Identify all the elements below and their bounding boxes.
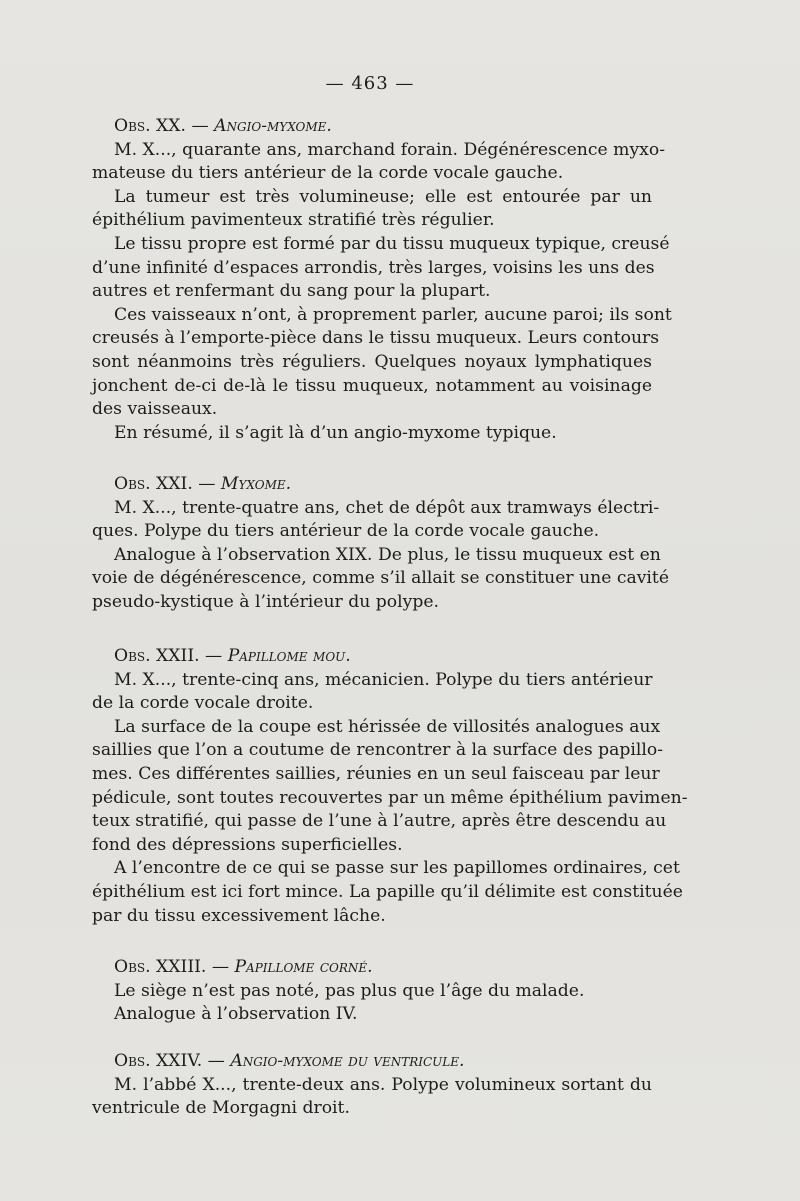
text-line: saillies que l’on a coutume de rencontrer à la surface des papillo- [92,740,664,761]
observation-xxi [92,473,669,615]
text-line: M. X..., quarante ans, marchand forain. Dégénérescence myxo- [114,139,665,160]
observation-title: Angio-myxome du ventricule. [230,1051,465,1071]
observation-heading [92,1050,652,1074]
observation-xxiv [92,1050,652,1121]
text-line: M. X..., trente-quatre ans, chet de dépôt aux tramways électri- [114,497,660,518]
text-line: En résumé, il s’agit là d’un angio-myxome typique. [114,422,557,443]
observation-title: Papillome mou. [227,646,351,666]
observation-xxiii [92,956,652,1027]
text-line: ventricule de Morgagni droit. [92,1098,350,1119]
text-line: fond des dépressions superficielles. [92,834,403,855]
text-line: mes. Ces différentes saillies, réunies en un seul faisceau par leur [92,763,660,784]
text-line: d’une infinité d’espaces arrondis, très larges, voisins les uns des [92,257,655,278]
text-line: mateuse du tiers antérieur de la corde vocale gauche. [92,163,564,184]
page-number: — 463 — [325,73,415,94]
text-line: jonchent de-ci de-là le tissu muqueux, notamment au voisinage [92,375,652,396]
observation-title: Myxome. [220,474,292,494]
text-line: sont néanmoins très réguliers. Quelques noyaux lymphatiques [92,351,652,372]
text-line: par du tissu excessivement lâche. [92,905,386,926]
observation-label: Obs. XXIII. — [114,957,230,977]
observation-heading [92,115,652,139]
text-line: autres et renfermant du sang pour la plupart. [92,281,491,302]
observation-label: Obs. XXIV. — [114,1051,225,1071]
text-line: creusés à l’emporte-pièce dans le tissu muqueux. Leurs contours [92,328,660,349]
text-line: épithélium pavimenteux stratifié très régulier. [92,210,495,231]
text-line: Le siège n’est pas noté, pas plus que l’âge du malade. [114,980,585,1001]
text-line: pédicule, sont toutes recouvertes par un même épithélium pavimen- [92,787,688,808]
observation-xxii [92,645,688,928]
observation-title: Papillome corné. [234,957,373,977]
text-line: ques. Polype du tiers antérieur de la corde vocale gauche. [92,521,600,542]
observation-label: Obs. XX. — [114,116,209,136]
text-line: teux stratifié, qui passe de l’une à l’autre, après être descendu au [92,811,667,832]
text-line: La surface de la coupe est hérissée de villosités analogues aux [114,716,661,737]
text-line: épithélium est ici fort mince. La papille qu’il délimite est constituée [92,881,683,902]
text-line: Analogue à l’observation XIX. De plus, le tissu muqueux est en [114,544,661,565]
text-line: pseudo-kystique à l’intérieur du polype. [92,591,439,612]
observation-heading [92,645,652,669]
text-line: Analogue à l’observation IV. [114,1004,358,1025]
observation-xx [92,115,672,445]
text-line: M. X..., trente-cinq ans, mécanicien. Polype du tiers antérieur [114,669,653,690]
observation-heading [92,956,652,980]
observation-label: Obs. XXI. — [114,474,216,494]
observation-label: Obs. XXII. — [114,646,223,666]
text-line: Ces vaisseaux n’ont, à proprement parler, aucune paroi; ils sont [114,304,672,325]
text-line: A l’encontre de ce qui se passe sur les papillomes ordinaires, cet [114,858,680,879]
text-line: voie de dégénérescence, comme s’il allait se constituer une cavité [92,568,669,589]
text-line: des vaisseaux. [92,399,218,420]
text-line: de la corde vocale droite. [92,693,314,714]
text-line: M. l’abbé X..., trente-deux ans. Polype volumineux sortant du [114,1074,652,1095]
observation-title: Angio-myxome. [214,116,332,136]
text-line: La tumeur est très volumineuse; elle est entourée par un [114,186,652,207]
text-line: Le tissu propre est formé par du tissu muqueux typique, creusé [114,233,670,254]
observation-heading [92,473,652,497]
